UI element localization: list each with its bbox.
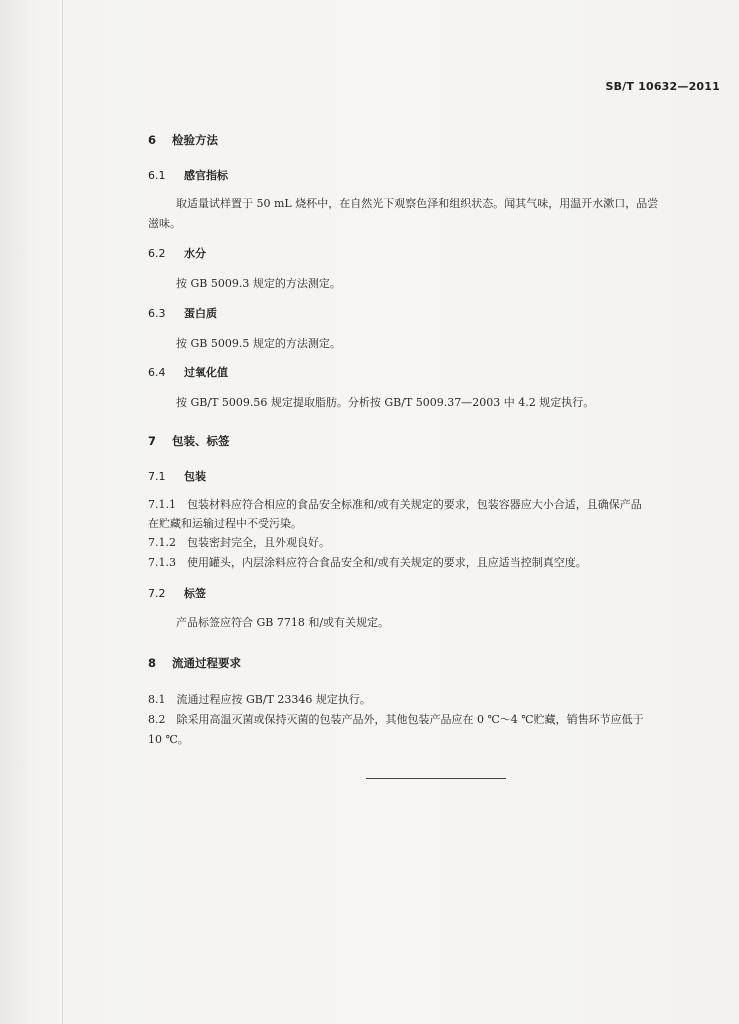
- section-8-heading: [148, 655, 241, 671]
- section-8-1: 8.1 流通过程应按 GB/T 23346 规定执行。: [148, 693, 371, 706]
- section-title: 蛋白质: [184, 307, 217, 320]
- page-spine-shadow: [62, 0, 63, 1024]
- section-title: 包装、标签: [172, 434, 230, 448]
- section-7-1-3: 7.1.3 使用罐头，内层涂料应符合食品安全和/或有关规定的要求，且应适当控制真空度。: [148, 556, 587, 569]
- section-6-1-text-line2: 滋味。: [148, 217, 181, 230]
- section-title: 包装: [184, 470, 206, 483]
- section-8-2-line1: 8.2 除采用高温灭菌或保持灭菌的包装产品外，其他包装产品应在 0 ℃～4 ℃贮藏，销售环节应低于: [148, 713, 644, 726]
- end-rule: [366, 778, 506, 779]
- section-title: 标签: [184, 587, 206, 600]
- section-title: 过氧化值: [184, 366, 228, 379]
- section-7-heading: [148, 433, 230, 449]
- section-number: 6.1: [148, 169, 166, 182]
- section-number: 6.3: [148, 307, 166, 320]
- section-number: 7.1: [148, 470, 166, 483]
- section-6-heading: [148, 132, 218, 148]
- section-6-3-heading: [148, 305, 217, 321]
- section-6-2-heading: [148, 245, 206, 261]
- section-title: 水分: [184, 247, 206, 260]
- section-7-2-heading: [148, 585, 206, 601]
- section-number: 6.2: [148, 247, 166, 260]
- section-title: 检验方法: [172, 133, 218, 147]
- section-7-1-2: 7.1.2 包装密封完全，且外观良好。: [148, 536, 330, 549]
- section-number: 6: [148, 133, 157, 147]
- section-title: 流通过程要求: [172, 656, 241, 670]
- section-number: 8: [148, 656, 157, 670]
- section-7-1-1-line1: 7.1.1 包装材料应符合相应的食品安全标准和/或有关规定的要求，包装容器应大小合适，且确保产品: [148, 498, 642, 511]
- section-title: 感官指标: [184, 169, 228, 182]
- section-6-1-heading: [148, 167, 228, 183]
- section-7-1-1-line2: 在贮藏和运输过程中不受污染。: [148, 517, 302, 530]
- section-number: 7.2: [148, 587, 166, 600]
- standard-code: SB/T 10632—2011: [605, 80, 720, 93]
- section-number: 6.4: [148, 366, 166, 379]
- section-number: 7: [148, 434, 157, 448]
- section-7-1-heading: [148, 468, 206, 484]
- section-6-3-text: 按 GB 5009.5 规定的方法测定。: [176, 337, 341, 350]
- section-6-4-heading: [148, 364, 228, 380]
- section-6-4-text: 按 GB/T 5009.56 规定提取脂肪。分析按 GB/T 5009.37—2003 中 4.2 规定执行。: [176, 396, 595, 409]
- section-6-2-text: 按 GB 5009.3 规定的方法测定。: [176, 277, 341, 290]
- section-8-2-line2: 10 ℃。: [148, 733, 189, 746]
- section-7-2-text: 产品标签应符合 GB 7718 和/或有关规定。: [176, 616, 390, 629]
- section-6-1-text-line1: 取适量试样置于 50 mL 烧杯中，在自然光下观察色泽和组织状态。闻其气味，用温开水漱口，品尝: [176, 197, 659, 210]
